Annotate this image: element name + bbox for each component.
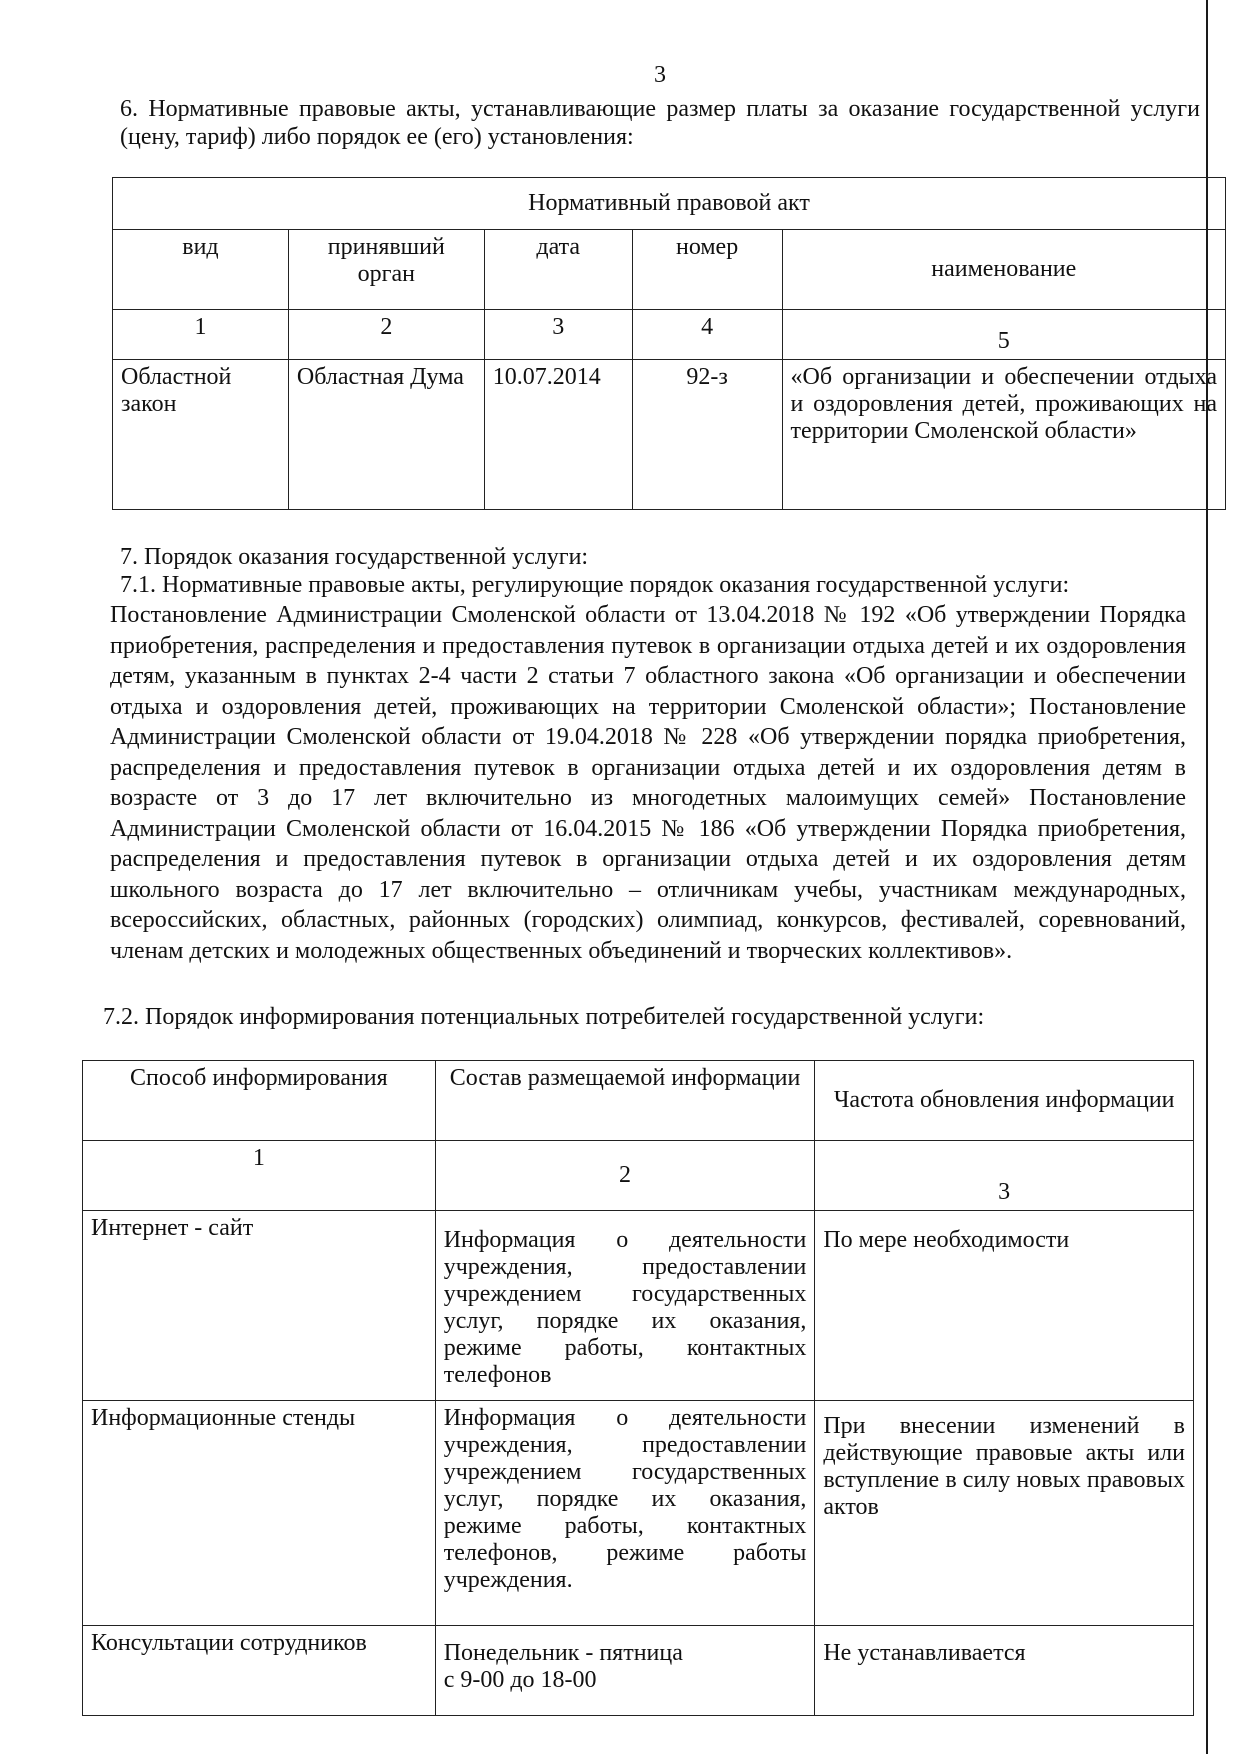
frequency-website: По мере необходимости: [815, 1211, 1194, 1401]
col-number-1: 1: [83, 1141, 436, 1211]
header-name: наименование: [782, 230, 1225, 310]
act-type: Областной закон: [113, 360, 289, 510]
content-stands: Информация о деятельности учреждения, предоставлении учреждением государственных услуг, порядке их оказания, режиме работы, контактных телефонов, режиме работы учреждения.: [435, 1401, 815, 1626]
col-number-2: 2: [435, 1141, 815, 1211]
header-authority: принявший орган: [288, 230, 484, 310]
informing-table: [82, 1060, 1194, 1716]
col-number-3: 3: [815, 1141, 1194, 1211]
act-date: 10.07.2014: [484, 360, 632, 510]
content-consultations: [435, 1626, 815, 1716]
section-6-heading: 6. Нормативные правовые акты, устанавливающие размер платы за оказание государственной услуги (цену, тариф) либо порядок ее (его) установления:: [120, 96, 1200, 150]
consultation-hours: с 9-00 до 18-00: [443, 1667, 597, 1693]
section-7-heading: 7. Порядок оказания государственной услуги:: [120, 544, 589, 570]
table-row: [83, 1401, 1194, 1626]
consultation-days: Понедельник - пятница: [443, 1640, 683, 1666]
act-number: 92-з: [632, 360, 782, 510]
col-number-5: 5: [782, 310, 1225, 360]
col-number-1: 1: [113, 310, 289, 360]
header-date: дата: [484, 230, 632, 310]
content-website: Информация о деятельности учреждения, предоставлении учреждением государственных услуг, порядке их оказания, режиме работы, контактных телефонов: [435, 1211, 815, 1401]
act-authority: Областная Дума: [288, 360, 484, 510]
header-type: вид: [113, 230, 289, 310]
page-number: 3: [654, 62, 666, 88]
frequency-stands: При внесении изменений в действующие правовые акты или вступление в силу новых правовых актов: [815, 1401, 1194, 1626]
method-website: Интернет - сайт: [83, 1211, 436, 1401]
act-name: «Об организации и обеспечении отдыха и оздоровления детей, проживающих на территории Смоленской области»: [782, 360, 1225, 510]
col-number-3: 3: [484, 310, 632, 360]
header-number: номер: [632, 230, 782, 310]
header-content: Состав размещаемой информации: [435, 1061, 815, 1141]
section-7-1-acts: Постановление Администрации Смоленской области от 13.04.2018 № 192 «Об утверждении Порядка приобретения, распределения и предоставления путевок в организации отдыха детей и их оздоровления детям, указанным в пунктах 2-4 части 2 статьи 7 областного закона «Об организации и обеспечении отдыха и оздоровления детей, проживающих на территории Смоленской области»; Постановление Администрации Смоленской области от 19.04.2018 № 228 «Об утверждении порядка приобретения, распределения и предоставления путевок в организации отдыха детей и их оздоровления детям в возрасте от 3 до 17 лет включительно из многодетных малоимущих семей» Постановление Администрации Смоленской области от 16.04.2015 № 186 «Об утверждении Порядка приобретения, распределения и предоставления путевок в организации отдыха детей и их оздоровления детям школьного возраста до 17 лет включительно – отличникам учебы, участникам международных, всероссийских, областных, районных (городских) олимпиад, конкурсов, фестивалей, соревнований, членам детских и молодежных общественных объединений и творческих коллективов».: [110, 602, 1186, 964]
section-7-1-heading: 7.1. Нормативные правовые акты, регулирующие порядок оказания государственной услуги:: [120, 572, 1070, 598]
method-stands: Информационные стенды: [83, 1401, 436, 1626]
header-method: Способ информирования: [83, 1061, 436, 1141]
legal-act-table-title: Нормативный правовой акт: [113, 178, 1226, 230]
header-frequency: Частота обновления информации: [815, 1061, 1194, 1141]
frequency-consultations: Не устанавливается: [815, 1626, 1194, 1716]
col-number-2: 2: [288, 310, 484, 360]
col-number-4: 4: [632, 310, 782, 360]
table-row: [83, 1626, 1194, 1716]
legal-act-table: [112, 177, 1226, 510]
section-7-2-heading: 7.2. Порядок информирования потенциальных потребителей государственной услуги:: [103, 1004, 985, 1030]
table-row: [83, 1211, 1194, 1401]
method-consultations: Консультации сотрудников: [83, 1626, 436, 1716]
